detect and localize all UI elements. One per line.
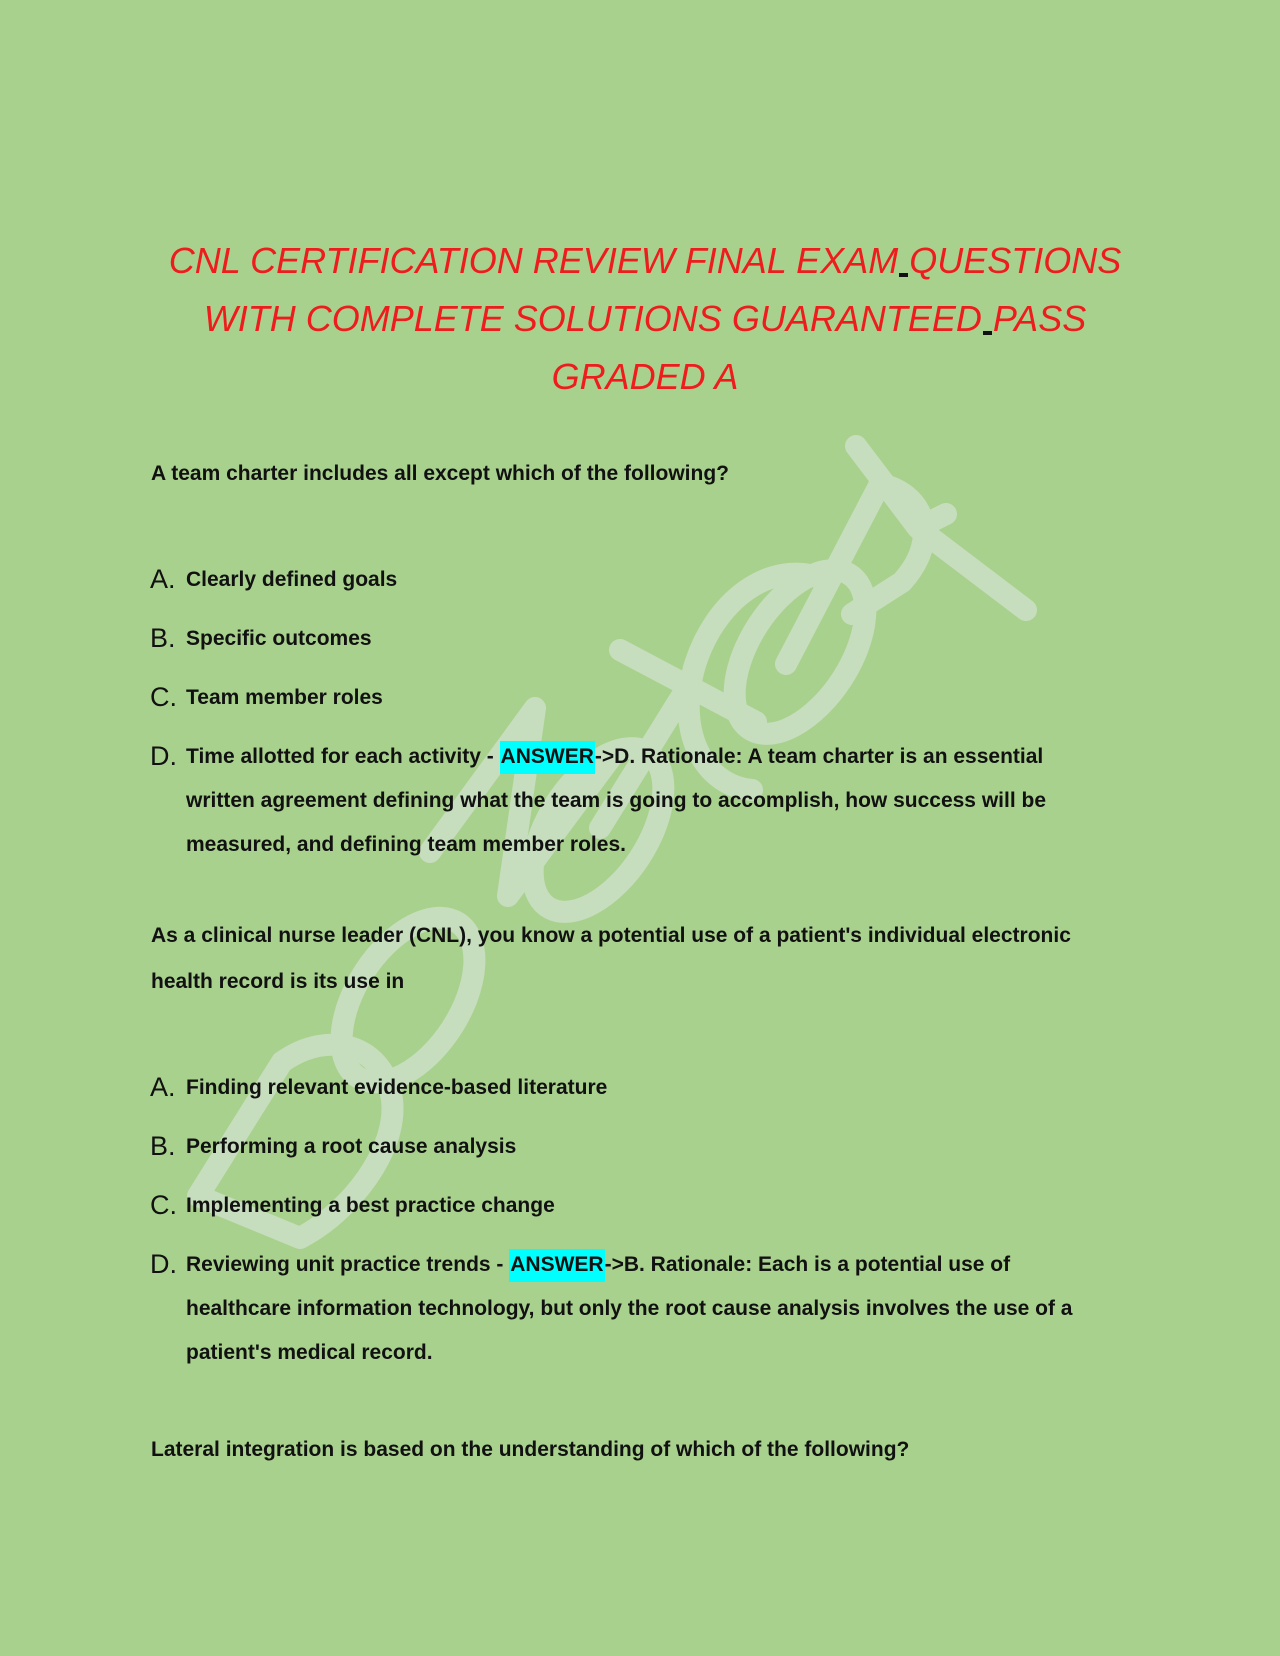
answer-label: ANSWER bbox=[500, 741, 595, 774]
option-text: Time allotted for each activity - bbox=[186, 745, 500, 768]
question-1-option-d bbox=[150, 735, 1115, 867]
question-1-prompt: A team charter includes all except which of the following? bbox=[151, 462, 729, 485]
option-text: Clearly defined goals bbox=[186, 568, 398, 591]
question-1-option-b bbox=[150, 617, 1115, 661]
option-letter: B. bbox=[150, 623, 176, 653]
option-text: Team member roles bbox=[186, 686, 383, 709]
answer-rationale: ->B. Rationale: Each is a potential use of healthcare information technology, but only the root cause analysis involves the use of a patient's medical record. bbox=[186, 1253, 1073, 1364]
question-2-option-d bbox=[150, 1243, 1115, 1375]
underscore-mark bbox=[983, 331, 992, 335]
title-line-3: GRADED A bbox=[551, 356, 739, 397]
document-title bbox=[150, 232, 1140, 406]
question-2-option-a bbox=[150, 1066, 1115, 1110]
option-letter: C. bbox=[150, 1190, 177, 1220]
option-text: Specific outcomes bbox=[186, 627, 372, 650]
option-letter: C. bbox=[150, 682, 177, 712]
option-text: Performing a root cause analysis bbox=[186, 1135, 517, 1158]
option-letter: D. bbox=[150, 741, 177, 771]
question-2-prompt: As a clinical nurse leader (CNL), you know a potential use of a patient's individual electronic health record is its use in bbox=[151, 924, 1071, 993]
option-text: Implementing a best practice change bbox=[186, 1194, 555, 1217]
option-text: Reviewing unit practice trends - bbox=[186, 1253, 510, 1276]
question-1-option-a bbox=[150, 558, 1115, 602]
option-letter: A. bbox=[150, 1072, 176, 1102]
title-line-1: CNL CERTIFICATION REVIEW FINAL EXAM QUESTIONS bbox=[168, 240, 1122, 281]
answer-rationale: ->D. Rationale: A team charter is an essential written agreement defining what the team is going to accomplish, how success will be measured, and defining team member roles. bbox=[186, 745, 1046, 856]
answer-label: ANSWER bbox=[509, 1249, 604, 1282]
option-text: Finding relevant evidence-based literature bbox=[186, 1076, 608, 1099]
option-letter: B. bbox=[150, 1131, 176, 1161]
question-2-option-c bbox=[150, 1184, 1115, 1228]
question-1-option-c bbox=[150, 676, 1115, 720]
question-3-prompt: Lateral integration is based on the understanding of which of the following? bbox=[151, 1438, 910, 1461]
title-line-2: WITH COMPLETE SOLUTIONS GUARANTEED PASS bbox=[203, 298, 1087, 339]
underscore-mark bbox=[899, 273, 908, 277]
question-2-option-b bbox=[150, 1125, 1115, 1169]
option-letter: A. bbox=[150, 564, 176, 594]
option-letter: D. bbox=[150, 1249, 177, 1279]
